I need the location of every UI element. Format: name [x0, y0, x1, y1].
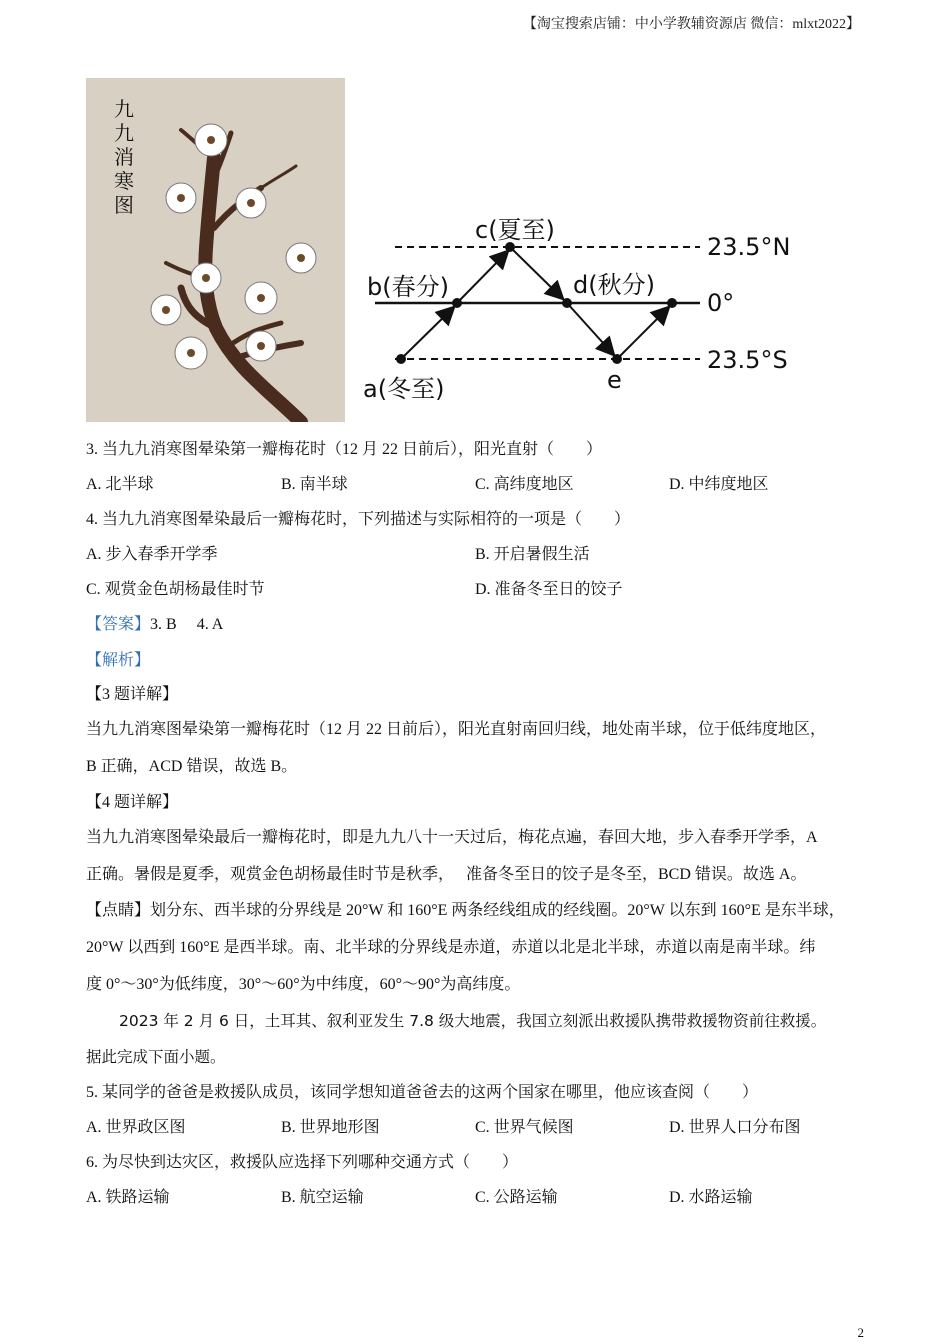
q4-option-c: C. 观赏金色胡杨最佳时节: [86, 581, 265, 598]
tip-text-1: 划分东、西半球的分界线是 20°W 和 160°E 两条经线组成的经线圈。20°W 以东到 160°E 是东半球，: [150, 902, 845, 919]
page-header: 【淘宝搜索店铺：中小学教辅资源店 微信：mlxt2022】: [522, 17, 860, 32]
detail3-line-2: B 正确，ACD 错误，故选 B。: [86, 758, 298, 775]
label-e: e: [607, 366, 622, 394]
q5-option-a: A. 世界政区图: [86, 1119, 186, 1136]
detail4-title: 【4 题详解】: [86, 794, 179, 811]
q6-option-a: A. 铁路运输: [86, 1189, 170, 1206]
detail3-title: 【3 题详解】: [86, 686, 179, 703]
answer-line: [86, 615, 223, 635]
dot-b: [452, 298, 462, 308]
plum-title-vertical: [114, 97, 134, 217]
tip-line-1: [86, 901, 845, 921]
label-c-summer-solstice: c(夏至): [475, 216, 555, 244]
detail3-line-1: 当九九消寒图晕染第一瓣梅花时（12 月 22 日前后），阳光直射南回归线，地处南半球，位于低纬度地区，: [86, 721, 827, 738]
detail4-line-2: 正确。暑假是夏季，观赏金色胡杨最佳时节是秋季， 准备冬至日的饺子是冬至，BCD 错误。故选 A。: [86, 866, 807, 883]
q4-option-a: A. 步入春季开学季: [86, 546, 218, 563]
q4-option-b: B. 开启暑假生活: [475, 546, 590, 563]
plum-title-char-1: 九: [114, 97, 134, 121]
analysis-tag: 【解析】: [86, 652, 151, 669]
label-23-5-s: 23.5°S: [707, 346, 788, 374]
label-d-autumn-equinox: d(秋分): [573, 271, 655, 299]
intro-line-1: 2023 年 2 月 6 日，土耳其、叙利亚发生 7.8 级大地震，我国立刻派出救援队携带救援物资前往救援。: [119, 1012, 827, 1030]
plum-title-char-3: 消: [114, 145, 134, 169]
dot-d: [562, 298, 572, 308]
dot-a: [396, 354, 406, 364]
tip-line-2: 20°W 以西到 160°E 是西半球。南、北半球的分界线是赤道，赤道以北是北半球，赤道以南是南半球。纬: [86, 939, 816, 956]
dot-e: [612, 354, 622, 364]
plum-blossom-illustration: [86, 78, 345, 422]
page-number: 2: [857, 1325, 864, 1340]
q5-option-c: C. 世界气候图: [475, 1119, 574, 1136]
q4-option-d: D. 准备冬至日的饺子: [475, 581, 623, 598]
q6-stem: 6. 为尽快到达灾区，救援队应选择下列哪种交通方式（ ）: [86, 1154, 519, 1171]
plum-title-char-2: 九: [114, 121, 134, 145]
label-b-spring-equinox: b(春分): [367, 273, 449, 301]
q3-option-b: B. 南半球: [281, 476, 348, 493]
sun-direct-point-diagram: [355, 205, 805, 410]
label-a-winter-solstice: a(冬至): [363, 375, 445, 403]
answer-tag: 【答案】: [86, 616, 151, 633]
label-equator-0: 0°: [707, 289, 735, 317]
plum-title-char-5: 图: [114, 193, 134, 217]
tip-line-3: 度 0°～30°为低纬度，30°～60°为中纬度，60°～90°为高纬度。: [86, 976, 521, 993]
q3-option-c: C. 高纬度地区: [475, 476, 574, 493]
label-23-5-n: 23.5°N: [707, 233, 791, 261]
q6-option-b: B. 航空运输: [281, 1189, 364, 1206]
q5-stem: 5. 某同学的爸爸是救援队成员，该同学想知道爸爸去的这两个国家在哪里，他应该查阅（ ）: [86, 1084, 759, 1101]
q3-option-a: A. 北半球: [86, 476, 154, 493]
answer-text: 3. B 4. A: [150, 616, 224, 633]
q3-option-d: D. 中纬度地区: [669, 476, 769, 493]
dot-end: [667, 298, 677, 308]
tip-tag: 【点睛】: [86, 902, 151, 919]
q5-option-b: B. 世界地形图: [281, 1119, 380, 1136]
q6-option-c: C. 公路运输: [475, 1189, 558, 1206]
q3-stem: 3. 当九九消寒图晕染第一瓣梅花时（12 月 22 日前后），阳光直射（ ）: [86, 441, 603, 458]
q5-option-d: D. 世界人口分布图: [669, 1119, 801, 1136]
plum-title-char-4: 寒: [114, 169, 134, 193]
q6-option-d: D. 水路运输: [669, 1189, 753, 1206]
intro-line-2: 据此完成下面小题。: [86, 1048, 226, 1066]
q4-stem: 4. 当九九消寒图晕染最后一瓣梅花时，下列描述与实际相符的一项是（ ）: [86, 511, 631, 528]
detail4-line-1: 当九九消寒图晕染最后一瓣梅花时，即是九九八十一天过后，梅花点遍，春回大地，步入春季开学季，A: [86, 829, 818, 846]
plum-blossom-picture: [86, 78, 345, 422]
